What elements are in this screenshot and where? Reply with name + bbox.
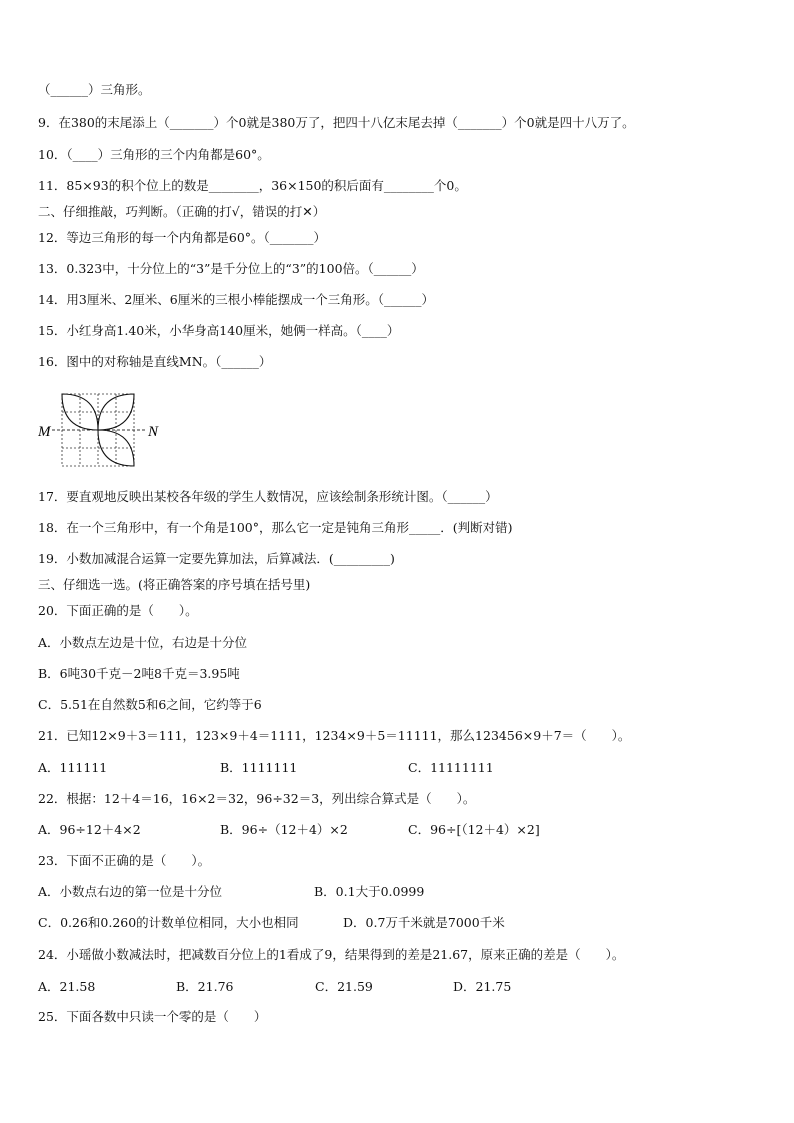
q24-option-a: A．21.58 xyxy=(38,979,96,994)
question-18: 18．在一个三角形中，有一个角是100°，那么它一定是钝角三角形_____．(判断对错) xyxy=(38,520,513,535)
symmetry-figure xyxy=(38,390,178,472)
q22-option-b: B．96÷（12＋4）×2 xyxy=(220,822,348,837)
question-22-options xyxy=(38,822,758,838)
question-13: 13．0.323中，十分位上的“3”是千分位上的“3”的100倍。（______） xyxy=(38,261,424,276)
label-m: M xyxy=(38,424,51,440)
q24-option-b: B．21.76 xyxy=(176,979,234,994)
question-14: 14．用3厘米、2厘米、6厘米的三根小棒能摆成一个三角形。（______） xyxy=(38,292,435,307)
question-23-options-row1 xyxy=(38,884,758,900)
q23-option-c: C．0.26和0.260的计数单位相同，大小也相同 xyxy=(38,915,299,930)
q22-option-c: C．96÷[（12＋4）×2] xyxy=(408,822,540,837)
section-3-heading: 三、仔细选一选。(将正确答案的序号填在括号里) xyxy=(38,577,311,592)
question-23-options-row2 xyxy=(38,915,758,931)
question-24-options xyxy=(38,979,758,995)
q23-option-b: B．0.1大于0.0999 xyxy=(314,884,425,899)
question-21: 21．已知12×9＋3＝111，123×9＋4＝1111，1234×9＋5＝11111，那么123456×9＋7＝（ ）。 xyxy=(38,728,631,743)
section-2-heading: 二、仔细推敲，巧判断。（正确的打√，错误的打✕） xyxy=(38,204,326,219)
question-20-option-c: C．5.51在自然数5和6之间，它约等于6 xyxy=(38,697,262,712)
q21-option-c: C．11111111 xyxy=(408,760,494,775)
question-23: 23．下面不正确的是（ ）。 xyxy=(38,853,211,868)
question-12: 12．等边三角形的每一个内角都是60°。（_______） xyxy=(38,230,327,245)
question-20-option-b: B．6吨30千克－2吨8千克＝3.95吨 xyxy=(38,666,240,681)
question-22: 22．根据：12＋4＝16，16×2＝32，96÷32＝3，列出综合算式是（ ）。 xyxy=(38,791,476,806)
label-n: N xyxy=(148,424,159,440)
q24-option-d: D．21.75 xyxy=(453,979,512,994)
question-21-options xyxy=(38,760,758,776)
q23-option-d: D．0.7万千米就是7000千米 xyxy=(343,915,505,930)
question-20-option-a: A．小数点左边是十位，右边是十分位 xyxy=(38,635,248,650)
q22-option-a: A．96÷12＋4×2 xyxy=(38,822,141,837)
question-24: 24．小瑶做小数减法时，把减数百分位上的1看成了9，结果得到的差是21.67，原来正确的差是（ ）。 xyxy=(38,947,625,962)
q23-option-a: A．小数点右边的第一位是十分位 xyxy=(38,884,223,899)
question-16: 16．图中的对称轴是直线MN。（______） xyxy=(38,354,272,369)
q21-option-b: B．1111111 xyxy=(220,760,298,775)
q24-option-c: C．21.59 xyxy=(315,979,373,994)
q21-option-a: A．111111 xyxy=(38,760,108,775)
question-25: 25．下面各数中只读一个零的是（ ） xyxy=(38,1009,267,1024)
question-17: 17．要直观地反映出某校各年级的学生人数情况，应该绘制条形统计图。（______） xyxy=(38,489,498,504)
question-9: 9．在380的末尾添上（_______）个0就是380万了，把四十八亿末尾去掉（_______）个0就是四十八万了。 xyxy=(38,115,635,130)
question-19: 19．小数加减混合运算一定要先算加法，后算减法．(_________) xyxy=(38,551,395,566)
question-11: 11．85×93的积个位上的数是________，36×150的积后面有________个0。 xyxy=(38,178,467,193)
question-20: 20．下面正确的是（ ）。 xyxy=(38,603,198,618)
question-10: 10．（____）三角形的三个内角都是60°。 xyxy=(38,147,270,162)
question-15: 15．小红身高1.40米，小华身高140厘米，她俩一样高。（____） xyxy=(38,323,400,338)
q8-tail: （______）三角形。 xyxy=(38,82,151,97)
